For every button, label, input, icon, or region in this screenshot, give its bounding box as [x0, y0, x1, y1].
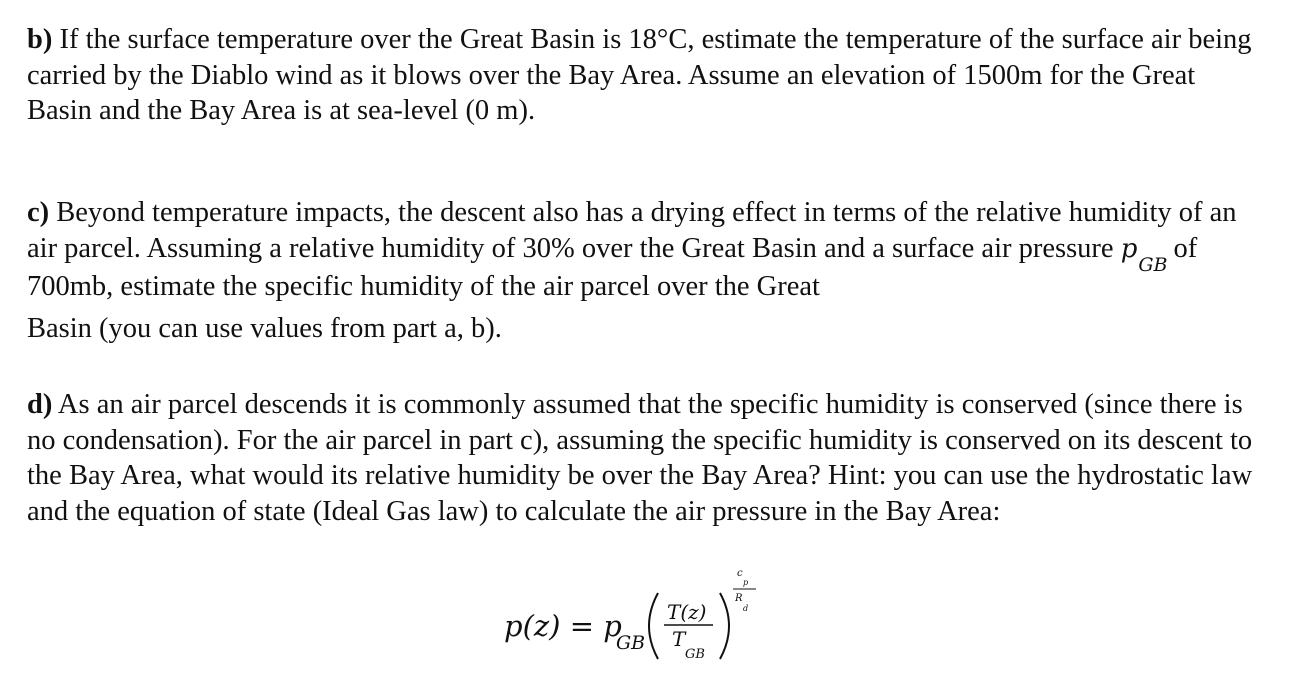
part-c-label: c): [27, 197, 50, 228]
formula-lhs: p(z) = p: [504, 609, 622, 643]
formula-right-paren: [720, 593, 729, 659]
part-c-text-after: of 700mb, estimate the specific humidity of the air parcel over the Great: [27, 232, 1198, 302]
formula-exponent-denominator: R: [735, 593, 743, 604]
formula-denominator-subscript: GB: [685, 647, 705, 662]
pressure-symbol: p: [1120, 233, 1138, 264]
pressure-formula: [500, 565, 800, 665]
formula-exponent-numerator-subscript: p: [743, 578, 749, 587]
formula-left-paren: [649, 593, 658, 659]
formula-denominator: T: [672, 627, 686, 651]
part-d-paragraph: [27, 387, 1267, 529]
part-c-paragraph: [27, 195, 1267, 346]
pressure-symbol-subscript: GB: [1138, 253, 1168, 276]
part-d-text: As an air parcel descends it is commonly assumed that the specific humidity is conserved (since there is no condensation). For the air parcel in part c), assuming the specific humidity is conserved on its descent to the Bay Area, what would its relative humidity be over the Bay Area? Hint: you can use the hydrostatic law and the equation of state (Ideal Gas law) to calculate the air pressure in the Bay Area:: [27, 389, 1253, 527]
part-b-paragraph: [27, 22, 1267, 129]
formula-numerator: T(z): [667, 600, 707, 624]
part-d-label: d): [27, 389, 53, 420]
part-c-text-before: Beyond temperature impacts, the descent also has a drying effect in terms of the relative humidity of an air parcel. Assuming a relative humidity of 30% over the Great Basin and a surface air pressure: [27, 197, 1237, 264]
part-c-text-last: Basin (you can use values from part a, b).: [27, 312, 502, 344]
part-b-label: b): [27, 24, 53, 55]
part-b-text: If the surface temperature over the Great Basin is 18°C, estimate the temperature of the surface air being carried by the Diablo wind as it blows over the Bay Area. Assume an elevation of 1500m for the Great Basin and the Bay Area is at sea-level (0 m).: [27, 24, 1252, 126]
formula-exponent-numerator: c: [737, 568, 743, 579]
formula-exponent-denominator-subscript: d: [743, 604, 749, 613]
formula-lhs-subscript: GB: [616, 632, 646, 654]
